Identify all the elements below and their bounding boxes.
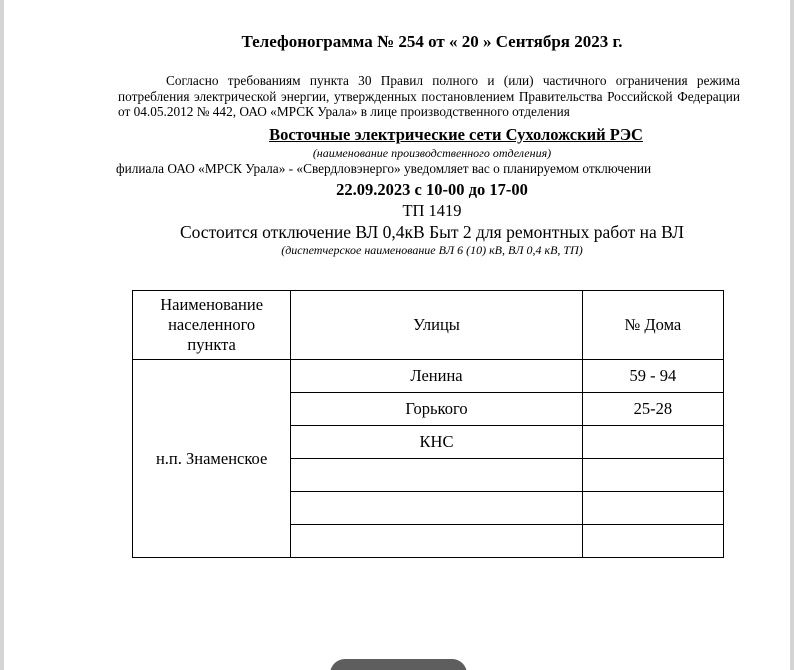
houses-cell: 59 - 94 — [582, 360, 723, 393]
document-page — [4, 0, 790, 670]
settlement-cell: н.п. Знаменское — [133, 360, 291, 558]
street-cell: Горького — [291, 393, 582, 426]
header-settlement-line: пункта — [187, 335, 236, 354]
org-name: Восточные электрические сети Сухоложский РЭС — [269, 125, 643, 144]
header-settlement-line: Наименование — [160, 295, 264, 314]
outage-table — [132, 290, 724, 558]
table-row — [133, 360, 724, 393]
header-settlement — [133, 291, 291, 360]
org-caption: (наименование производственного отделения) — [312, 146, 552, 160]
street-cell: Ленина — [291, 360, 582, 393]
houses-cell: 25-28 — [582, 393, 723, 426]
dispatch-caption: (диспетчерское наименование ВЛ 6 (10) кВ, ВЛ 0,4 кВ, ТП) — [281, 243, 583, 257]
table-header-row — [133, 291, 724, 360]
floating-page-toolbar[interactable] — [330, 659, 467, 670]
street-cell — [291, 459, 582, 492]
header-streets: Улицы — [291, 291, 582, 360]
houses-cell — [582, 492, 723, 525]
street-cell — [291, 525, 582, 558]
street-cell: КНС — [291, 426, 582, 459]
street-cell — [291, 492, 582, 525]
houses-cell — [582, 426, 723, 459]
header-houses: № Дома — [582, 291, 723, 360]
document-title: Телефонограмма № 254 от « 20 » Сентября 2023 г. — [241, 32, 623, 51]
outage-date-time: 22.09.2023 с 10-00 до 17-00 — [336, 180, 528, 199]
houses-cell — [582, 525, 723, 558]
outage-description: Состоится отключение ВЛ 0,4кВ Быт 2 для ремонтных работ на ВЛ — [179, 222, 685, 242]
branch-line: филиала ОАО «МРСК Урала» - «Свердловэнерго» уведомляет вас о планируемом отключении — [116, 161, 652, 176]
houses-cell — [582, 459, 723, 492]
transformer-substation: ТП 1419 — [402, 201, 462, 220]
viewer-right-edge — [790, 0, 794, 670]
notice-paragraph: Согласно требованиям пункта 30 Правил полного и (или) частичного ограничения режима потребления электрической энергии, утвержденных постановлением Правительства Российской Федерации от 04.05.2012 № 442, ОАО «МРСК Урала» в лице производственного отделения — [118, 73, 740, 119]
header-settlement-line: населенного — [168, 315, 256, 334]
